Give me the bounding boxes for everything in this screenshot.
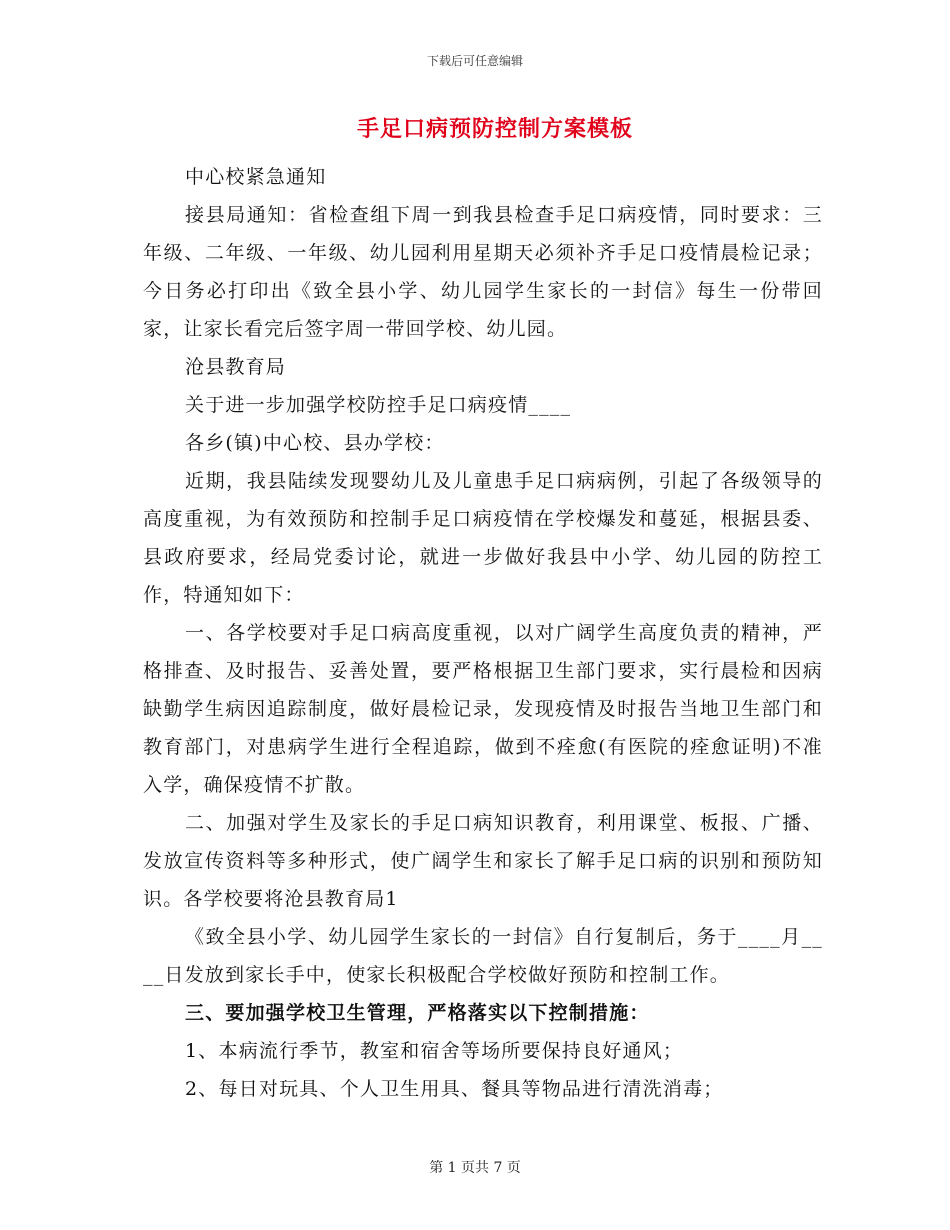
paragraph-letter-distribution: 《致全县小学、幼儿园学生家长的一封信》自行复制后，务于____月____日发放到家长手中，使家长积极配合学校做好预防和控制工作。 <box>143 926 823 986</box>
document-body <box>143 158 823 1108</box>
paragraph-subject: 关于进一步加强学校防控手足口病疫情____ <box>185 394 572 416</box>
page-header-note: 下载后可任意编辑 <box>426 54 523 68</box>
paragraph-section-2: 二、加强对学生及家长的手足口病知识教育，利用课堂、板报、广播、发放宣传资料等多种形式，使广阔学生和家长了解手足口病的识别和预防知识。各学校要将沧县教育局1 <box>143 812 823 910</box>
paragraph-section-1: 一、各学校要对手足口病高度重视，以对广阔学生高度负责的精神，严格排查、及时报告、妥善处置，要严格根据卫生部门要求，实行晨检和因病缺勤学生病因追踪制度，做好晨检记录，发现疫情及时报告当地卫生部门和教育部门，对患病学生进行全程追踪，做到不痊愈(有医院的痊愈证明)不准入学，确保疫情不扩散。 <box>143 622 823 796</box>
document-title: 手足口病预防控制方案模板 <box>356 116 633 142</box>
paragraph-addressee: 各乡(镇)中心校、县办学校： <box>185 432 445 454</box>
paragraph-notice-body: 接县局通知：省检查组下周一到我县检查手足口病疫情，同时要求：三年级、二年级、一年级、幼儿园利用星期天必须补齐手足口疫情晨检记录；今日务必打印出《致全县小学、幼儿园学生家长的一封信》每生一份带回家，让家长看完后签字周一带回学校、幼儿园。 <box>143 204 823 340</box>
paragraph-measure-1: 1、本病流行季节，教室和宿舍等场所要保持良好通风； <box>185 1040 684 1062</box>
page-number: 第 1 页共 7 页 <box>429 1160 521 1176</box>
paragraph-issuer: 沧县教育局 <box>185 356 287 378</box>
paragraph-intro: 近期，我县陆续发现婴幼儿及儿童患手足口病病例，引起了各级领导的高度重视，为有效预防和控制手足口病疫情在学校爆发和蔓延，根据县委、县政府要求，经局党委讨论，就进一步做好我县中小学、幼儿园的防控工作，特通知如下： <box>143 470 823 606</box>
paragraph-notice-heading: 中心校紧急通知 <box>185 166 327 188</box>
paragraph-measure-2: 2、每日对玩具、个人卫生用具、餐具等物品进行清洗消毒； <box>185 1078 724 1100</box>
paragraph-section-3-heading: 三、要加强学校卫生管理，严格落实以下控制措施： <box>185 1002 650 1024</box>
